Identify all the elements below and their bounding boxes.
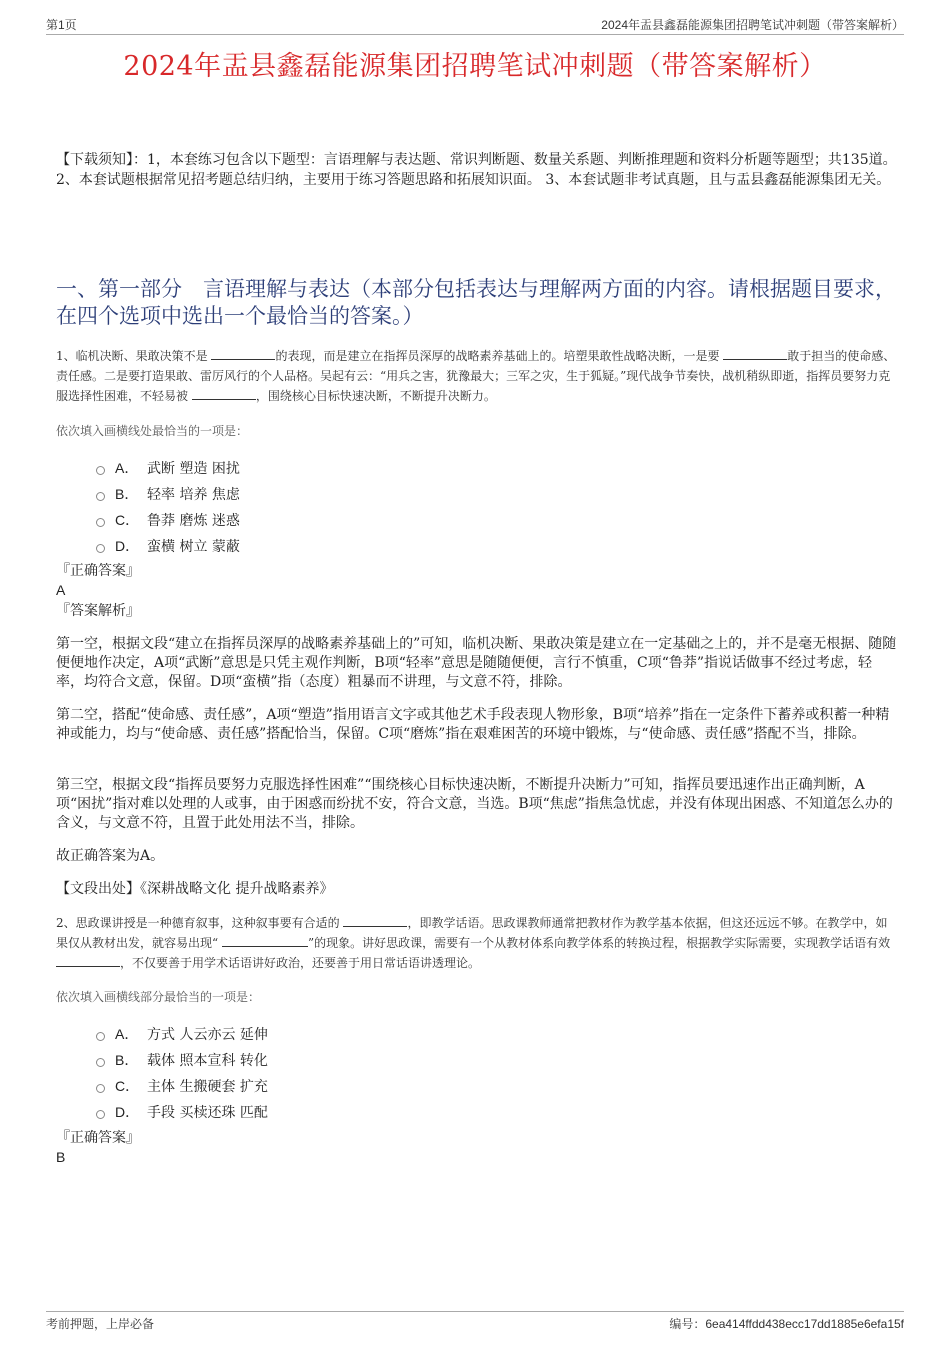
answer-value: B [56, 1149, 66, 1165]
option-a[interactable]: A． 武断 塑造 困扰 [96, 455, 240, 481]
analysis-label: 『答案解析』 [56, 603, 140, 619]
question-2-options [96, 1021, 268, 1125]
question-2-instruction: 依次填入画横线部分最恰当的一项是： [56, 990, 261, 1004]
blank-line [723, 347, 787, 360]
option-d[interactable]: D． 手段 买椟还珠 匹配 [96, 1099, 268, 1125]
page-footer [46, 1311, 904, 1332]
radio-icon[interactable] [96, 518, 105, 527]
radio-icon[interactable] [96, 492, 105, 501]
header-doc-title: 2024年盂县鑫磊能源集团招聘笔试冲刺题（带答案解析） [601, 18, 904, 32]
option-c[interactable]: C． 鲁莽 磨炼 迷惑 [96, 507, 240, 533]
option-b[interactable]: B． 载体 照本宣科 转化 [96, 1047, 268, 1073]
radio-icon[interactable] [96, 1110, 105, 1119]
radio-icon[interactable] [96, 1084, 105, 1093]
analysis-paragraph-1: 第一空，根据文段“建立在指挥员深厚的战略素养基础上的”可知，临机决断、果敢决策是建立在一定基础之上的，并不是毫无根据、随随便便地作决定，A项“武断”意思是只凭主观作判断，B项“轻率”意思是随随便便，言行不慎重，C项“鲁莽”指说话做事不经过考虑，轻率，均符合文意，保留。D项“蛮横”指（态度）粗暴而不讲理，与文意不符，排除。 [56, 636, 897, 690]
section-heading: 一、第一部分 言语理解与表达（本部分包括表达与理解两方面的内容。请根据题目要求，在四个选项中选出一个最恰当的答案。） [56, 277, 896, 328]
question-2-stem: 2、思政课讲授是一种德育叙事，这种叙事要有合适的 ，即教学话语。思政课教师通常把教材作为教学基本依据，但这还远远不够。在教学中，如果仅从教材出发，就容易出现“ ”的现象。讲好思政课，需要有一个从教材体系向教学体系的转换过程，根据教学实际需要，实现教学话语有效 ，不仅要善于用学术话语讲好政治，还要善于用日常话语讲透理论。 [56, 916, 891, 970]
radio-icon[interactable] [96, 544, 105, 553]
answer-label: 『正确答案』 [56, 1130, 140, 1146]
download-notice: 【下载须知】：1，本套练习包含以下题型：言语理解与表达题、常识判断题、数量关系题、判断推理题和资料分析题等题型；共135道。 2、本套试题根据常见招考题总结归纳，主要用于练习答题思路和拓展知识面。 3、本套试题非考试真题，且与盂县鑫磊能源集团无关。 [56, 152, 897, 188]
answer-value: A [56, 582, 66, 598]
blank-line [343, 914, 407, 927]
option-d[interactable]: D． 蛮横 树立 蒙蔽 [96, 533, 240, 559]
blank-line [222, 934, 308, 947]
analysis-paragraph-2: 第二空，搭配“使命感、责任感”，A项“塑造”指用语言文字或其他艺术手段表现人物形象，B项“培养”指在一定条件下蓄养或积蓄一种精神或能力，均与“使命感、责任感”搭配恰当，保留。C项“磨炼”指在艰难困苦的环境中锻炼，与“使命感、责任感”搭配不当，排除。 [56, 707, 890, 742]
analysis-conclusion: 故正确答案为A。 [56, 848, 165, 864]
blank-line [211, 347, 275, 360]
question-1-instruction: 依次填入画横线处最恰当的一项是： [56, 424, 249, 438]
document-title: 2024年盂县鑫磊能源集团招聘笔试冲刺题（带答案解析） [123, 51, 827, 82]
question-1-options [96, 455, 240, 559]
radio-icon[interactable] [96, 1032, 105, 1041]
option-b[interactable]: B． 轻率 培养 焦虑 [96, 481, 240, 507]
blank-line [192, 387, 256, 400]
footer-slogan: 考前押题，上岸必备 [46, 1317, 155, 1331]
document-code: 编号：6ea414ffdd438ecc17dd1885e6efa15f [669, 1317, 904, 1331]
answer-label: 『正确答案』 [56, 563, 140, 579]
page-number: 第1页 [46, 18, 77, 32]
passage-source: 【文段出处】《深耕战略文化 提升战略素养》 [56, 881, 334, 897]
page-header [46, 14, 904, 35]
option-c[interactable]: C． 主体 生搬硬套 扩充 [96, 1073, 268, 1099]
option-a[interactable]: A． 方式 人云亦云 延伸 [96, 1021, 268, 1047]
radio-icon[interactable] [96, 466, 105, 475]
question-1-stem: 1、临机决断、果敢决策不是 的表现，而是建立在指挥员深厚的战略素养基础上的。培塑果敢性战略决断，一是要 敢于担当的使命感、责任感。二是要打造果敢、雷厉风行的个人品格。吴起有云：“用兵之害，犹豫最大；三军之灾，生于狐疑。”现代战争节奏快，战机稍纵即逝，指挥员要努力克服选择性困难，不轻易被 ，围绕核心目标快速决断，不断提升决断力。 [56, 349, 896, 403]
blank-line [56, 954, 120, 967]
radio-icon[interactable] [96, 1058, 105, 1067]
analysis-paragraph-3: 第三空，根据文段“指挥员要努力克服选择性困难”“围绕核心目标快速决断，不断提升决断力”可知，指挥员要迅速作出正确判断，A项“困扰”指对难以处理的人或事，由于困惑而纷扰不安，符合文意，当选。B项“焦虑”指焦急忧虑，并没有体现出困惑、不知道怎么办的含义，与文意不符，且置于此处用法不当，排除。 [56, 777, 893, 831]
